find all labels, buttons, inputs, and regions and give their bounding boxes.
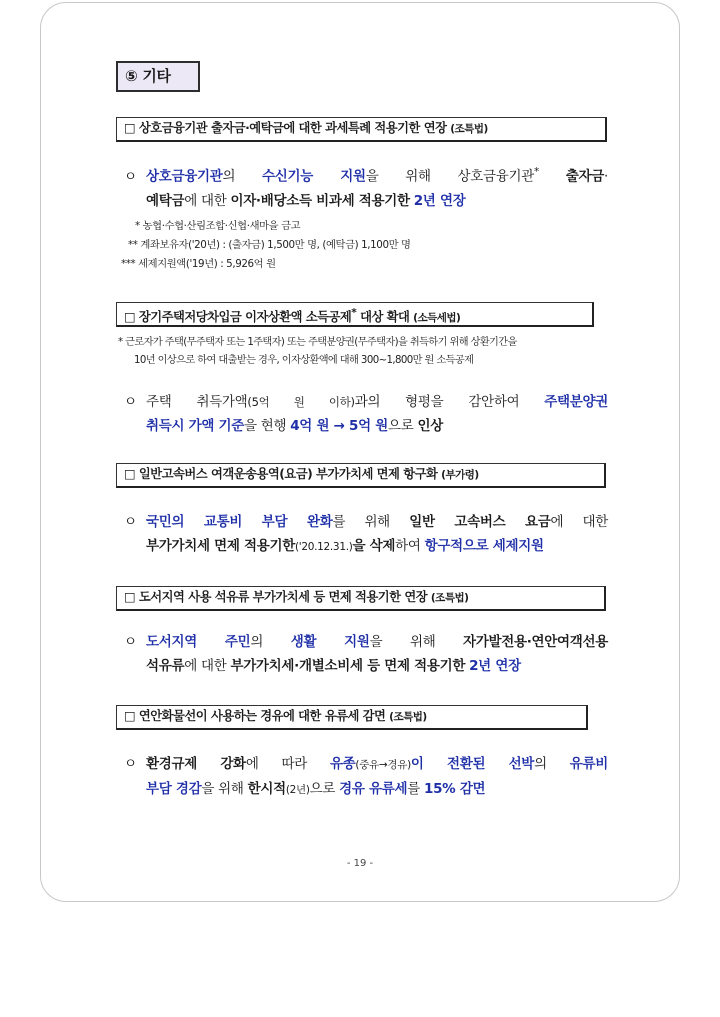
heading-text: □ 상호금융기관 출자금·예탁금에 대한 과세특례 적용기한 연장 [124, 121, 447, 135]
footnote-3: *** 세제지원액('19년) : 5,926억 원 [121, 258, 276, 270]
paragraph-coastal-cargo [124, 752, 608, 802]
heading-law-tag: (부가령) [441, 469, 479, 481]
footnote-mortgage: * 근로자가 주택(무주택자 또는 1주택자) 또는 주택분양권(무주택자)을 취득하기 위해 상환기간을 10년 이상으로 하여 대출받는 경우, 이자상환액에 대해 300~1,800만 원 소득공제 [118, 337, 517, 366]
bullet-circle: ㅇ [124, 168, 137, 185]
paragraph-line: 예탁금에 대한 이자·배당소득 비과세 적용기한 2년 연장 [146, 192, 466, 209]
paragraph-line: ㅇ 국민의 교통비 부담 완화를 위해 일반 고속버스 요금에 대한 [124, 510, 608, 534]
bullet-circle: ㅇ [124, 394, 137, 410]
paragraph-express-bus [124, 510, 608, 559]
section-title: ⑤ 기타 [116, 61, 200, 92]
heading-coastal-cargo-fuel-tax-reduction [116, 705, 588, 730]
bullet-circle: ㅇ [124, 634, 137, 650]
heading-savings-tax-exemption [116, 117, 607, 142]
paragraph-island-fuel [124, 630, 608, 678]
bullet-circle: ㅇ [124, 514, 137, 530]
paragraph-line: 석유류에 대한 부가가치세·개별소비세 등 면제 적용기한 2년 연장 [146, 658, 521, 674]
heading-law-tag: (조특법) [430, 592, 469, 604]
heading-mortgage-interest-deduction: □ 장기주택저당차입금 이자상환액 소득공제* 대상 확대 (소득세법) [116, 302, 594, 327]
paragraph-line: ㅇ 환경규제 강화에 따라 유종(중유→경유)이 전환된 선박의 유류비 [124, 752, 608, 777]
heading-text: □ 장기주택저당차입금 이자상환액 소득공제 [124, 310, 352, 325]
heading-law-tag: (소득세법) [413, 312, 461, 325]
heading-law-tag: (조특법) [450, 123, 488, 135]
heading-express-bus-vat-exemption [116, 463, 606, 488]
paragraph-savings [124, 160, 608, 213]
paragraph-line: 취득시 가액 기준을 현행 4억 원 → 5억 원으로 인상 [146, 418, 443, 434]
heading-island-fuel-tax-exemption [116, 586, 606, 611]
paragraph-line: 부가가치세 면제 적용기한('20.12.31.)을 삭제하여 항구적으로 세제지원 [146, 538, 544, 554]
bullet-circle: ㅇ [124, 756, 137, 772]
paragraph-line: 부담 경감을 위해 한시적(2년)으로 경유 유류세를 15% 감면 [146, 781, 486, 797]
heading-text: □ 연안화물선이 사용하는 경유에 대한 유류세 감면 [124, 709, 386, 723]
page-number: - 19 - [346, 858, 374, 869]
paragraph-mortgage [124, 390, 608, 438]
heading-text: □ 일반고속버스 여객운송용역(요금) 부가가치세 면제 항구화 [124, 467, 438, 481]
footnote-1: * 농협·수협·산림조합·신협·새마을 금고 [135, 220, 301, 232]
paragraph-line: ㅇ 주택 취득가액(5억 원 이하)과의 형평을 감안하여 주택분양권 [124, 390, 608, 414]
heading-text: □ 도서지역 사용 석유류 부가가치세 등 면제 적용기한 연장 [124, 590, 428, 604]
footnote-2: ** 계좌보유자('20년) : (출자금) 1,500만 명, (예탁금) 1,100만 명 [128, 239, 411, 251]
heading-law-tag: (조특법) [389, 711, 427, 723]
paragraph-line: ㅇ 도서지역 주민의 생활 지원을 위해 자가발전용·연안여객선용 [124, 630, 608, 654]
paragraph-line: ㅇ 상호금융기관의 수신기능 지원을 위해 상호금융기관* 출자금· [124, 160, 608, 189]
